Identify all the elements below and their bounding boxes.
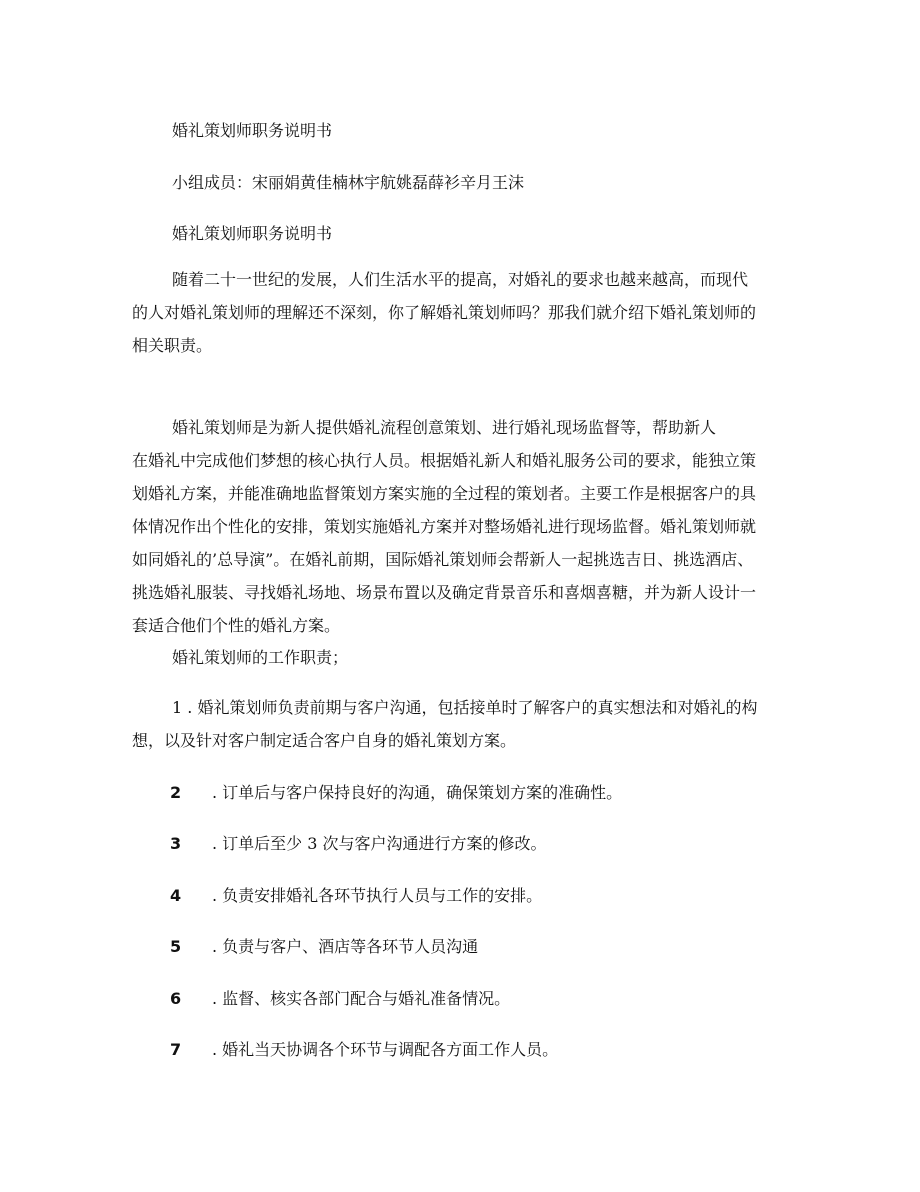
intro-paragraph <box>132 263 792 362</box>
definition-line: 婚礼策划师是为新人提供婚礼流程创意策划、进行婚礼现场监督等，帮助新人 <box>172 418 717 437</box>
definition-line: 挑选婚礼服装、寻找婚礼场地、场景布置以及确定背景音乐和喜烟喜糖，并为新人设计一 <box>132 583 757 602</box>
duty-number: 7 <box>170 1040 182 1059</box>
definition-line: 如同婚礼的’总导演”。在婚礼前期，国际婚礼策划师会帮新人一起挑选吉日、挑选酒店、 <box>132 550 754 569</box>
duty-item-3 <box>170 830 790 858</box>
definition-line: 在婚礼中完成他们梦想的核心执行人员。根据婚礼新人和婚礼服务公司的要求，能独立策 <box>132 451 757 470</box>
duty-item-5 <box>170 933 790 961</box>
duty-text: . 负责安排婚礼各环节执行人员与工作的安排。 <box>212 886 543 905</box>
duty-line: 想，以及针对客户制定适合客户自身的婚礼策划方案。 <box>132 731 517 750</box>
duty-number: 6 <box>170 989 182 1008</box>
duty-item-1 <box>132 691 792 757</box>
duty-item-7 <box>170 1036 790 1064</box>
definition-paragraph <box>132 411 792 642</box>
duty-text: . 监督、核实各部门配合与婚礼准备情况。 <box>212 989 511 1008</box>
duty-item-4 <box>170 882 790 910</box>
document-subtitle: 婚礼策划师职务说明书 <box>172 224 333 243</box>
intro-line: 相关职责。 <box>132 336 213 355</box>
duty-text: . 负责与客户、酒店等各环节人员沟通 <box>212 937 479 956</box>
document-title: 婚礼策划师职务说明书 <box>172 121 333 140</box>
duty-text: . 订单后至少 3 次与客户沟通进行方案的修改。 <box>212 834 547 853</box>
duties-heading: 婚礼策划师的工作职责； <box>172 648 349 667</box>
duty-line: 1 . 婚礼策划师负责前期与客户沟通，包括接单时了解客户的真实想法和对婚礼的构 <box>172 698 758 717</box>
group-members: 小组成员：宋丽娟黄佳楠林宇航姚磊薛衫辛月王沫 <box>172 173 525 192</box>
duty-text: . 订单后与客户保持良好的沟通，确保策划方案的准确性。 <box>212 783 623 802</box>
duty-number: 5 <box>170 937 182 956</box>
definition-line: 划婚礼方案，并能准确地监督策划方案实施的全过程的策划者。主要工作是根据客户的具 <box>132 484 757 503</box>
duty-number: 3 <box>170 834 182 853</box>
duty-number: 2 <box>170 783 182 802</box>
duty-item-6 <box>170 985 790 1013</box>
intro-line: 的人对婚礼策划师的理解还不深刻，你了解婚礼策划师吗？那我们就介绍下婚礼策划师的 <box>132 303 757 322</box>
duty-item-2 <box>170 779 790 807</box>
intro-line: 随着二十一世纪的发展，人们生活水平的提高，对婚礼的要求也越来越高，而现代 <box>172 270 749 289</box>
definition-line: 套适合他们个性的婚礼方案。 <box>132 616 341 635</box>
duty-number: 4 <box>170 886 182 905</box>
definition-line: 体情况作出个性化的安排，策划实施婚礼方案并对整场婚礼进行现场监督。婚礼策划师就 <box>132 517 757 536</box>
duty-text: . 婚礼当天协调各个环节与调配各方面工作人员。 <box>212 1040 559 1059</box>
